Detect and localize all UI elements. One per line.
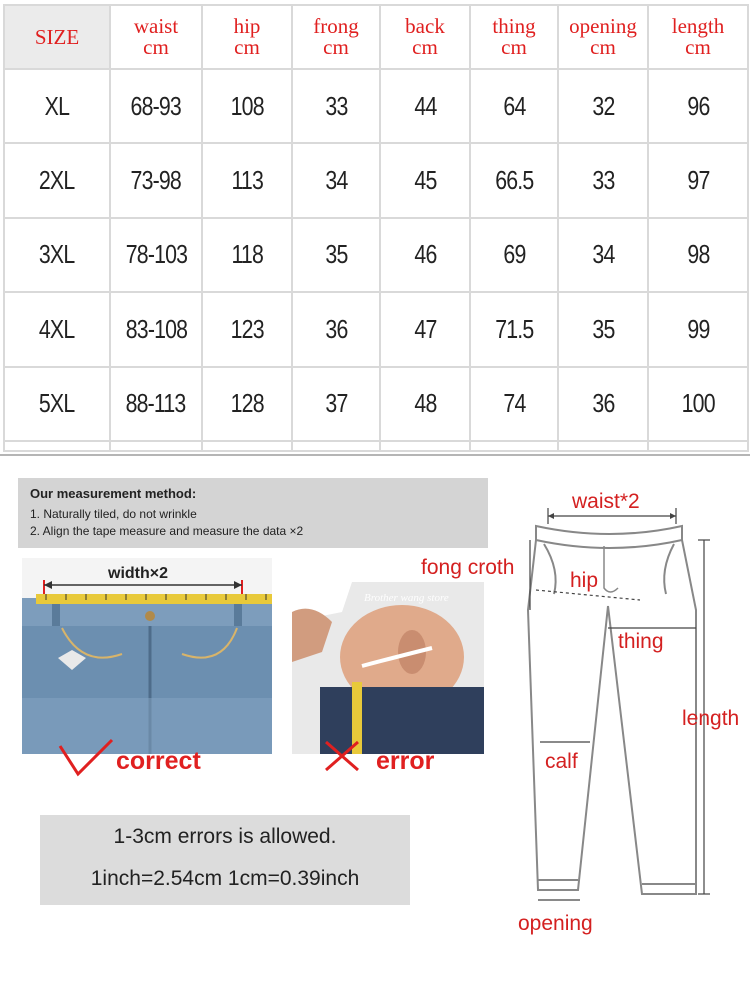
table-cell: 64 [470,69,558,143]
header-hip: hip cm [202,5,292,69]
store-watermark: Brother wang store [364,592,449,604]
table-cell: 100 [648,367,748,441]
header-back: back cm [380,5,470,69]
table-cell: 66.5 [470,143,558,217]
table-cell: 108 [202,69,292,143]
table-cell: 69 [470,218,558,292]
table-cell: 73-98 [110,143,202,217]
table-cell: 44 [380,69,470,143]
method-title: Our measurement method: [30,486,197,501]
table-cell: 96 [648,69,748,143]
table-cell: 36 [558,367,648,441]
table-cell: 45 [380,143,470,217]
jeans-illustration [22,558,272,754]
table-cell: 71.5 [470,292,558,366]
jeans-flat-photo [22,558,272,754]
table-cell: 68-93 [110,69,202,143]
diagram-label-hip: hip [570,569,599,592]
table-cell: 2XL [4,143,110,217]
header-size: SIZE [4,5,110,69]
diagram-label-opening: opening [518,912,593,935]
error-allowance-text: 1-3cm errors is allowed. [113,825,337,848]
table-cell: 97 [648,143,748,217]
table-cell: 74 [470,367,558,441]
cross-icon [322,738,362,774]
table-cell: 33 [292,69,380,143]
table-cell: 4XL [4,292,110,366]
wrong-measure-photo [292,582,484,754]
width-label: width×2 [108,565,169,582]
table-cell: 5XL [4,367,110,441]
correct-label: correct [116,747,201,775]
table-row [4,218,748,292]
check-icon [56,738,116,778]
wrong-measure-illustration [292,582,484,754]
diagram-label-waist: waist*2 [572,490,640,513]
table-cell: 47 [380,292,470,366]
table-filler-row [4,441,748,451]
header-thing: thing cm [470,5,558,69]
table-cell: 33 [558,143,648,217]
diagram-label-fong-croth: fong croth [421,556,515,579]
measurement-method-box [18,478,488,548]
size-table [3,4,749,452]
table-cell: 88-113 [110,367,202,441]
diagram-label-thing: thing [618,630,664,653]
table-cell: 98 [648,218,748,292]
table-cell: 36 [292,292,380,366]
table-cell: 32 [558,69,648,143]
method-step-2: 2. Align the tape measure and measure the data ×2 [30,524,304,538]
method-step-1: 1. Naturally tiled, do not wrinkle [30,507,197,521]
table-cell: 37 [292,367,380,441]
section-divider [0,454,750,456]
table-row [4,367,748,441]
table-cell: 3XL [4,218,110,292]
table-cell: 34 [292,143,380,217]
table-cell: 83-108 [110,292,202,366]
table-cell: 48 [380,367,470,441]
diagram-label-length: length [682,707,740,730]
table-cell: 46 [380,218,470,292]
header-opening: opening cm [558,5,648,69]
diagram-label-calf: calf [545,750,578,773]
table-row [4,143,748,217]
table-cell: 34 [558,218,648,292]
table-header-row [4,5,748,69]
header-frong: frong cm [292,5,380,69]
table-cell: 113 [202,143,292,217]
table-cell: XL [4,69,110,143]
table-row [4,292,748,366]
table-row [4,69,748,143]
header-waist: waist cm [110,5,202,69]
error-allowance-box [40,815,410,905]
table-cell: 118 [202,218,292,292]
table-cell: 35 [292,218,380,292]
table-cell: 123 [202,292,292,366]
table-cell: 128 [202,367,292,441]
table-cell: 99 [648,292,748,366]
table-cell: 35 [558,292,648,366]
header-length: length cm [648,5,748,69]
unit-conversion-text: 1inch=2.54cm 1cm=0.39inch [90,867,360,890]
table-cell: 78-103 [110,218,202,292]
error-label: error [376,747,435,775]
